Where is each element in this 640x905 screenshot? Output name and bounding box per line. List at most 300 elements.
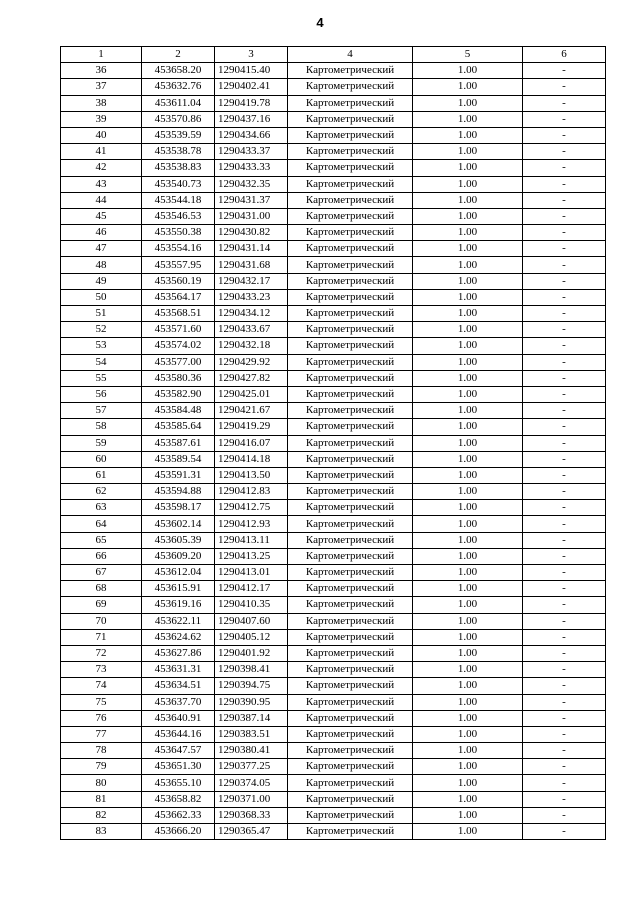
method-cell: Картометрический bbox=[288, 694, 413, 710]
note-cell: - bbox=[523, 565, 606, 581]
table-row bbox=[61, 257, 606, 273]
table-row bbox=[61, 419, 606, 435]
table-row bbox=[61, 370, 606, 386]
note-cell: - bbox=[523, 322, 606, 338]
x-coordinate-cell: 453560.19 bbox=[142, 273, 215, 289]
method-cell: Картометрический bbox=[288, 176, 413, 192]
accuracy-cell: 1.00 bbox=[413, 484, 523, 500]
accuracy-cell: 1.00 bbox=[413, 306, 523, 322]
x-coordinate-cell: 453546.53 bbox=[142, 208, 215, 224]
point-number-cell: 50 bbox=[61, 289, 142, 305]
note-cell: - bbox=[523, 532, 606, 548]
x-coordinate-cell: 453631.31 bbox=[142, 662, 215, 678]
note-cell: - bbox=[523, 370, 606, 386]
point-number-cell: 65 bbox=[61, 532, 142, 548]
accuracy-cell: 1.00 bbox=[413, 791, 523, 807]
y-coordinate-cell: 1290383.51 bbox=[215, 726, 288, 742]
column-header: 3 bbox=[215, 47, 288, 63]
y-coordinate-cell: 1290419.29 bbox=[215, 419, 288, 435]
y-coordinate-cell: 1290407.60 bbox=[215, 613, 288, 629]
table-row bbox=[61, 500, 606, 516]
accuracy-cell: 1.00 bbox=[413, 565, 523, 581]
note-cell: - bbox=[523, 516, 606, 532]
accuracy-cell: 1.00 bbox=[413, 273, 523, 289]
point-number-cell: 40 bbox=[61, 127, 142, 143]
note-cell: - bbox=[523, 95, 606, 111]
method-cell: Картометрический bbox=[288, 484, 413, 500]
x-coordinate-cell: 453538.78 bbox=[142, 144, 215, 160]
method-cell: Картометрический bbox=[288, 273, 413, 289]
method-cell: Картометрический bbox=[288, 597, 413, 613]
point-number-cell: 80 bbox=[61, 775, 142, 791]
accuracy-cell: 1.00 bbox=[413, 451, 523, 467]
note-cell: - bbox=[523, 645, 606, 661]
point-number-cell: 41 bbox=[61, 144, 142, 160]
x-coordinate-cell: 453540.73 bbox=[142, 176, 215, 192]
table-row bbox=[61, 208, 606, 224]
table-row bbox=[61, 581, 606, 597]
method-cell: Картометрический bbox=[288, 63, 413, 79]
column-header: 1 bbox=[61, 47, 142, 63]
note-cell: - bbox=[523, 629, 606, 645]
table-row bbox=[61, 532, 606, 548]
table-row bbox=[61, 95, 606, 111]
x-coordinate-cell: 453574.02 bbox=[142, 338, 215, 354]
accuracy-cell: 1.00 bbox=[413, 289, 523, 305]
x-coordinate-cell: 453554.16 bbox=[142, 241, 215, 257]
point-number-cell: 82 bbox=[61, 807, 142, 823]
method-cell: Картометрический bbox=[288, 111, 413, 127]
y-coordinate-cell: 1290416.07 bbox=[215, 435, 288, 451]
method-cell: Картометрический bbox=[288, 160, 413, 176]
note-cell: - bbox=[523, 500, 606, 516]
note-cell: - bbox=[523, 613, 606, 629]
x-coordinate-cell: 453539.59 bbox=[142, 127, 215, 143]
point-number-cell: 68 bbox=[61, 581, 142, 597]
x-coordinate-cell: 453647.57 bbox=[142, 743, 215, 759]
table-row bbox=[61, 807, 606, 823]
method-cell: Картометрический bbox=[288, 192, 413, 208]
y-coordinate-cell: 1290413.01 bbox=[215, 565, 288, 581]
point-number-cell: 45 bbox=[61, 208, 142, 224]
y-coordinate-cell: 1290410.35 bbox=[215, 597, 288, 613]
accuracy-cell: 1.00 bbox=[413, 322, 523, 338]
accuracy-cell: 1.00 bbox=[413, 759, 523, 775]
y-coordinate-cell: 1290431.14 bbox=[215, 241, 288, 257]
accuracy-cell: 1.00 bbox=[413, 192, 523, 208]
table-row bbox=[61, 176, 606, 192]
table-row bbox=[61, 354, 606, 370]
method-cell: Картометрический bbox=[288, 824, 413, 840]
note-cell: - bbox=[523, 273, 606, 289]
y-coordinate-cell: 1290390.95 bbox=[215, 694, 288, 710]
y-coordinate-cell: 1290437.16 bbox=[215, 111, 288, 127]
note-cell: - bbox=[523, 306, 606, 322]
method-cell: Картометрический bbox=[288, 726, 413, 742]
point-number-cell: 55 bbox=[61, 370, 142, 386]
accuracy-cell: 1.00 bbox=[413, 176, 523, 192]
method-cell: Картометрический bbox=[288, 759, 413, 775]
accuracy-cell: 1.00 bbox=[413, 370, 523, 386]
note-cell: - bbox=[523, 759, 606, 775]
y-coordinate-cell: 1290371.00 bbox=[215, 791, 288, 807]
accuracy-cell: 1.00 bbox=[413, 548, 523, 564]
table-row bbox=[61, 111, 606, 127]
accuracy-cell: 1.00 bbox=[413, 467, 523, 483]
x-coordinate-cell: 453611.04 bbox=[142, 95, 215, 111]
table-row bbox=[61, 338, 606, 354]
x-coordinate-cell: 453544.18 bbox=[142, 192, 215, 208]
point-number-cell: 36 bbox=[61, 63, 142, 79]
table-row bbox=[61, 710, 606, 726]
x-coordinate-cell: 453644.16 bbox=[142, 726, 215, 742]
point-number-cell: 70 bbox=[61, 613, 142, 629]
note-cell: - bbox=[523, 338, 606, 354]
table-row bbox=[61, 322, 606, 338]
method-cell: Картометрический bbox=[288, 645, 413, 661]
accuracy-cell: 1.00 bbox=[413, 338, 523, 354]
method-cell: Картометрический bbox=[288, 451, 413, 467]
x-coordinate-cell: 453584.48 bbox=[142, 403, 215, 419]
accuracy-cell: 1.00 bbox=[413, 419, 523, 435]
method-cell: Картометрический bbox=[288, 354, 413, 370]
method-cell: Картометрический bbox=[288, 613, 413, 629]
y-coordinate-cell: 1290415.40 bbox=[215, 63, 288, 79]
note-cell: - bbox=[523, 597, 606, 613]
x-coordinate-cell: 453589.54 bbox=[142, 451, 215, 467]
method-cell: Картометрический bbox=[288, 710, 413, 726]
x-coordinate-cell: 453605.39 bbox=[142, 532, 215, 548]
table-row bbox=[61, 548, 606, 564]
method-cell: Картометрический bbox=[288, 807, 413, 823]
note-cell: - bbox=[523, 208, 606, 224]
y-coordinate-cell: 1290402.41 bbox=[215, 79, 288, 95]
method-cell: Картометрический bbox=[288, 662, 413, 678]
method-cell: Картометрический bbox=[288, 208, 413, 224]
point-number-cell: 59 bbox=[61, 435, 142, 451]
x-coordinate-cell: 453609.20 bbox=[142, 548, 215, 564]
table-row bbox=[61, 79, 606, 95]
method-cell: Картометрический bbox=[288, 79, 413, 95]
note-cell: - bbox=[523, 111, 606, 127]
accuracy-cell: 1.00 bbox=[413, 257, 523, 273]
point-number-cell: 66 bbox=[61, 548, 142, 564]
method-cell: Картометрический bbox=[288, 565, 413, 581]
accuracy-cell: 1.00 bbox=[413, 95, 523, 111]
x-coordinate-cell: 453655.10 bbox=[142, 775, 215, 791]
note-cell: - bbox=[523, 467, 606, 483]
y-coordinate-cell: 1290380.41 bbox=[215, 743, 288, 759]
accuracy-cell: 1.00 bbox=[413, 435, 523, 451]
table-row bbox=[61, 435, 606, 451]
accuracy-cell: 1.00 bbox=[413, 694, 523, 710]
method-cell: Картометрический bbox=[288, 95, 413, 111]
note-cell: - bbox=[523, 160, 606, 176]
point-number-cell: 61 bbox=[61, 467, 142, 483]
point-number-cell: 42 bbox=[61, 160, 142, 176]
point-number-cell: 73 bbox=[61, 662, 142, 678]
accuracy-cell: 1.00 bbox=[413, 225, 523, 241]
note-cell: - bbox=[523, 127, 606, 143]
y-coordinate-cell: 1290413.11 bbox=[215, 532, 288, 548]
accuracy-cell: 1.00 bbox=[413, 208, 523, 224]
table-row bbox=[61, 192, 606, 208]
x-coordinate-cell: 453577.00 bbox=[142, 354, 215, 370]
method-cell: Картометрический bbox=[288, 306, 413, 322]
column-header: 4 bbox=[288, 47, 413, 63]
note-cell: - bbox=[523, 289, 606, 305]
accuracy-cell: 1.00 bbox=[413, 645, 523, 661]
note-cell: - bbox=[523, 451, 606, 467]
method-cell: Картометрический bbox=[288, 225, 413, 241]
accuracy-cell: 1.00 bbox=[413, 597, 523, 613]
table-row bbox=[61, 289, 606, 305]
note-cell: - bbox=[523, 743, 606, 759]
accuracy-cell: 1.00 bbox=[413, 532, 523, 548]
note-cell: - bbox=[523, 225, 606, 241]
table-row bbox=[61, 386, 606, 402]
method-cell: Картометрический bbox=[288, 386, 413, 402]
table-row bbox=[61, 273, 606, 289]
y-coordinate-cell: 1290414.18 bbox=[215, 451, 288, 467]
y-coordinate-cell: 1290431.68 bbox=[215, 257, 288, 273]
y-coordinate-cell: 1290412.17 bbox=[215, 581, 288, 597]
method-cell: Картометрический bbox=[288, 127, 413, 143]
x-coordinate-cell: 453582.90 bbox=[142, 386, 215, 402]
point-number-cell: 63 bbox=[61, 500, 142, 516]
table-row bbox=[61, 824, 606, 840]
y-coordinate-cell: 1290425.01 bbox=[215, 386, 288, 402]
column-header: 6 bbox=[523, 47, 606, 63]
accuracy-cell: 1.00 bbox=[413, 678, 523, 694]
note-cell: - bbox=[523, 386, 606, 402]
table-row bbox=[61, 516, 606, 532]
point-number-cell: 79 bbox=[61, 759, 142, 775]
x-coordinate-cell: 453612.04 bbox=[142, 565, 215, 581]
point-number-cell: 52 bbox=[61, 322, 142, 338]
accuracy-cell: 1.00 bbox=[413, 127, 523, 143]
y-coordinate-cell: 1290433.23 bbox=[215, 289, 288, 305]
note-cell: - bbox=[523, 581, 606, 597]
x-coordinate-cell: 453651.30 bbox=[142, 759, 215, 775]
table-row bbox=[61, 613, 606, 629]
y-coordinate-cell: 1290434.66 bbox=[215, 127, 288, 143]
y-coordinate-cell: 1290429.92 bbox=[215, 354, 288, 370]
x-coordinate-cell: 453570.86 bbox=[142, 111, 215, 127]
accuracy-cell: 1.00 bbox=[413, 63, 523, 79]
accuracy-cell: 1.00 bbox=[413, 726, 523, 742]
point-number-cell: 51 bbox=[61, 306, 142, 322]
x-coordinate-cell: 453619.16 bbox=[142, 597, 215, 613]
x-coordinate-cell: 453640.91 bbox=[142, 710, 215, 726]
accuracy-cell: 1.00 bbox=[413, 516, 523, 532]
point-number-cell: 62 bbox=[61, 484, 142, 500]
x-coordinate-cell: 453598.17 bbox=[142, 500, 215, 516]
page-number: 4 bbox=[316, 15, 324, 30]
x-coordinate-cell: 453658.82 bbox=[142, 791, 215, 807]
table-row bbox=[61, 694, 606, 710]
x-coordinate-cell: 453666.20 bbox=[142, 824, 215, 840]
y-coordinate-cell: 1290401.92 bbox=[215, 645, 288, 661]
note-cell: - bbox=[523, 484, 606, 500]
point-number-cell: 58 bbox=[61, 419, 142, 435]
point-number-cell: 43 bbox=[61, 176, 142, 192]
accuracy-cell: 1.00 bbox=[413, 386, 523, 402]
point-number-cell: 57 bbox=[61, 403, 142, 419]
point-number-cell: 72 bbox=[61, 645, 142, 661]
y-coordinate-cell: 1290432.35 bbox=[215, 176, 288, 192]
method-cell: Картометрический bbox=[288, 629, 413, 645]
method-cell: Картометрический bbox=[288, 743, 413, 759]
table-row bbox=[61, 678, 606, 694]
table-row bbox=[61, 597, 606, 613]
note-cell: - bbox=[523, 775, 606, 791]
method-cell: Картометрический bbox=[288, 403, 413, 419]
note-cell: - bbox=[523, 694, 606, 710]
method-cell: Картометрический bbox=[288, 791, 413, 807]
y-coordinate-cell: 1290433.67 bbox=[215, 322, 288, 338]
note-cell: - bbox=[523, 144, 606, 160]
y-coordinate-cell: 1290387.14 bbox=[215, 710, 288, 726]
x-coordinate-cell: 453622.11 bbox=[142, 613, 215, 629]
table-row bbox=[61, 662, 606, 678]
note-cell: - bbox=[523, 419, 606, 435]
note-cell: - bbox=[523, 791, 606, 807]
x-coordinate-cell: 453632.76 bbox=[142, 79, 215, 95]
table-row bbox=[61, 726, 606, 742]
point-number-cell: 64 bbox=[61, 516, 142, 532]
table-row bbox=[61, 160, 606, 176]
x-coordinate-cell: 453658.20 bbox=[142, 63, 215, 79]
table-row bbox=[61, 306, 606, 322]
note-cell: - bbox=[523, 403, 606, 419]
point-number-cell: 69 bbox=[61, 597, 142, 613]
accuracy-cell: 1.00 bbox=[413, 807, 523, 823]
accuracy-cell: 1.00 bbox=[413, 613, 523, 629]
x-coordinate-cell: 453585.64 bbox=[142, 419, 215, 435]
accuracy-cell: 1.00 bbox=[413, 581, 523, 597]
y-coordinate-cell: 1290431.00 bbox=[215, 208, 288, 224]
table-row bbox=[61, 127, 606, 143]
point-number-cell: 67 bbox=[61, 565, 142, 581]
table-row bbox=[61, 451, 606, 467]
table-row bbox=[61, 743, 606, 759]
y-coordinate-cell: 1290377.25 bbox=[215, 759, 288, 775]
y-coordinate-cell: 1290433.37 bbox=[215, 144, 288, 160]
method-cell: Картометрический bbox=[288, 144, 413, 160]
method-cell: Картометрический bbox=[288, 289, 413, 305]
y-coordinate-cell: 1290413.25 bbox=[215, 548, 288, 564]
table-row bbox=[61, 791, 606, 807]
y-coordinate-cell: 1290413.50 bbox=[215, 467, 288, 483]
table-row bbox=[61, 645, 606, 661]
method-cell: Картометрический bbox=[288, 257, 413, 273]
note-cell: - bbox=[523, 678, 606, 694]
x-coordinate-cell: 453662.33 bbox=[142, 807, 215, 823]
x-coordinate-cell: 453594.88 bbox=[142, 484, 215, 500]
x-coordinate-cell: 453564.17 bbox=[142, 289, 215, 305]
accuracy-cell: 1.00 bbox=[413, 500, 523, 516]
note-cell: - bbox=[523, 176, 606, 192]
y-coordinate-cell: 1290374.05 bbox=[215, 775, 288, 791]
coordinates-table bbox=[60, 46, 606, 840]
point-number-cell: 53 bbox=[61, 338, 142, 354]
y-coordinate-cell: 1290398.41 bbox=[215, 662, 288, 678]
y-coordinate-cell: 1290431.37 bbox=[215, 192, 288, 208]
accuracy-cell: 1.00 bbox=[413, 775, 523, 791]
x-coordinate-cell: 453637.70 bbox=[142, 694, 215, 710]
accuracy-cell: 1.00 bbox=[413, 354, 523, 370]
note-cell: - bbox=[523, 354, 606, 370]
table-row bbox=[61, 565, 606, 581]
accuracy-cell: 1.00 bbox=[413, 403, 523, 419]
point-number-cell: 38 bbox=[61, 95, 142, 111]
note-cell: - bbox=[523, 662, 606, 678]
x-coordinate-cell: 453538.83 bbox=[142, 160, 215, 176]
point-number-cell: 54 bbox=[61, 354, 142, 370]
point-number-cell: 44 bbox=[61, 192, 142, 208]
y-coordinate-cell: 1290394.75 bbox=[215, 678, 288, 694]
method-cell: Картометрический bbox=[288, 548, 413, 564]
x-coordinate-cell: 453580.36 bbox=[142, 370, 215, 386]
y-coordinate-cell: 1290430.82 bbox=[215, 225, 288, 241]
method-cell: Картометрический bbox=[288, 775, 413, 791]
method-cell: Картометрический bbox=[288, 467, 413, 483]
x-coordinate-cell: 453634.51 bbox=[142, 678, 215, 694]
y-coordinate-cell: 1290405.12 bbox=[215, 629, 288, 645]
x-coordinate-cell: 453624.62 bbox=[142, 629, 215, 645]
method-cell: Картометрический bbox=[288, 516, 413, 532]
accuracy-cell: 1.00 bbox=[413, 710, 523, 726]
y-coordinate-cell: 1290434.12 bbox=[215, 306, 288, 322]
point-number-cell: 49 bbox=[61, 273, 142, 289]
point-number-cell: 77 bbox=[61, 726, 142, 742]
x-coordinate-cell: 453602.14 bbox=[142, 516, 215, 532]
table-row bbox=[61, 225, 606, 241]
x-coordinate-cell: 453587.61 bbox=[142, 435, 215, 451]
point-number-cell: 71 bbox=[61, 629, 142, 645]
note-cell: - bbox=[523, 710, 606, 726]
table-header-row bbox=[61, 47, 606, 63]
x-coordinate-cell: 453591.31 bbox=[142, 467, 215, 483]
table-row bbox=[61, 241, 606, 257]
table-row bbox=[61, 629, 606, 645]
method-cell: Картометрический bbox=[288, 322, 413, 338]
accuracy-cell: 1.00 bbox=[413, 160, 523, 176]
y-coordinate-cell: 1290412.93 bbox=[215, 516, 288, 532]
point-number-cell: 81 bbox=[61, 791, 142, 807]
note-cell: - bbox=[523, 63, 606, 79]
table-row bbox=[61, 775, 606, 791]
x-coordinate-cell: 453615.91 bbox=[142, 581, 215, 597]
x-coordinate-cell: 453627.86 bbox=[142, 645, 215, 661]
accuracy-cell: 1.00 bbox=[413, 629, 523, 645]
point-number-cell: 75 bbox=[61, 694, 142, 710]
accuracy-cell: 1.00 bbox=[413, 111, 523, 127]
note-cell: - bbox=[523, 435, 606, 451]
note-cell: - bbox=[523, 79, 606, 95]
note-cell: - bbox=[523, 241, 606, 257]
accuracy-cell: 1.00 bbox=[413, 241, 523, 257]
method-cell: Картометрический bbox=[288, 241, 413, 257]
table-row bbox=[61, 467, 606, 483]
y-coordinate-cell: 1290368.33 bbox=[215, 807, 288, 823]
note-cell: - bbox=[523, 192, 606, 208]
method-cell: Картометрический bbox=[288, 370, 413, 386]
x-coordinate-cell: 453557.95 bbox=[142, 257, 215, 273]
column-header: 5 bbox=[413, 47, 523, 63]
method-cell: Картометрический bbox=[288, 338, 413, 354]
